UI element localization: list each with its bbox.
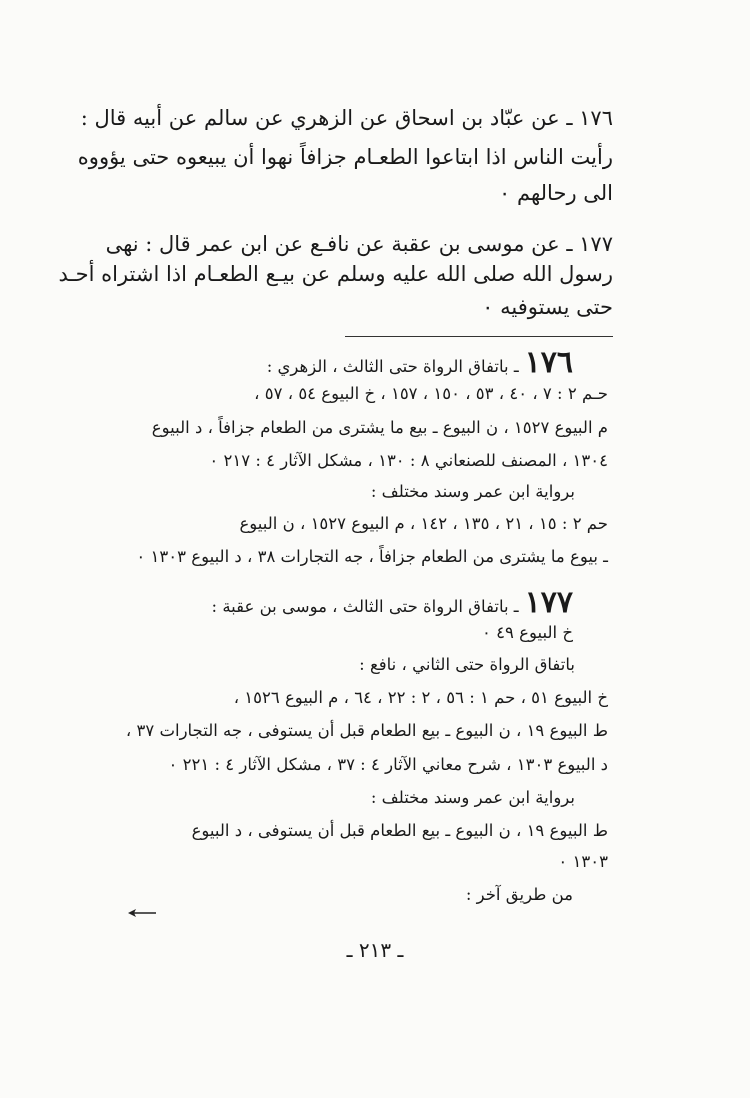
note-177-line-5: د البيوع ١٣٠٣ ، شرح معاني الآثار ٤ : ٣٧ ، مشكل الآثار ٤ : ٢٢١ ٠ (168, 755, 608, 774)
note-176-heading-text: ـ باتفاق الرواة حتى الثالث ، الزهري : (266, 357, 519, 376)
note-176-line-6: ـ بيوع ما يشترى من الطعام جزافاً ، جه التجارات ٣٨ ، د البيوع ١٣٠٣ ٠ (136, 547, 608, 566)
note-176-line-2: م البيوع ١٥٢٧ ، ن البيوع ـ بيع ما يشترى من الطعام جزافاً ، د البيوع (151, 418, 608, 437)
note-177-heading (212, 585, 573, 620)
note-176-line-1: حـم ٢ : ٧ ، ٤٠ ، ٥٣ ، ١٥٠ ، ١٥٧ ، خ البيوع ٥٤ ، ٥٧ ، (254, 384, 608, 403)
arrow-left-icon (128, 907, 156, 919)
note-176-number: ١٧٦ (524, 345, 573, 380)
note-177-line-2: باتفاق الرواة حتى الثاني ، نافع : (359, 655, 575, 674)
hadith-176-line-3: الى رحالهم ٠ (499, 181, 613, 205)
note-176-line-3: ١٣٠٤ ، المصنف للصنعاني ٨ : ١٣٠ ، مشكل الآثار ٤ : ٢١٧ ٠ (209, 451, 608, 470)
note-176-line-5: حم ٢ : ١٥ ، ٢١ ، ١٣٥ ، ١٤٢ ، م البيوع ١٥٢٧ ، ن البيوع (239, 514, 608, 533)
note-176-heading (267, 345, 573, 380)
hadith-177-line-3: حتى يستوفيه ٠ (482, 295, 613, 319)
note-177-heading-text: ـ باتفاق الرواة حتى الثالث ، موسى بن عقبة : (211, 597, 519, 616)
note-177-line-1: خ البيوع ٤٩ ٠ (482, 623, 573, 642)
note-176-line-4: برواية ابن عمر وسند مختلف : (370, 482, 575, 501)
note-177-line-9: من طريق آخر : (465, 885, 573, 904)
note-177-line-6: برواية ابن عمر وسند مختلف : (370, 788, 575, 807)
note-177-line-8: ١٣٠٣ ٠ (558, 852, 608, 871)
note-177-line-4: ط البيوع ١٩ ، ن البيوع ـ بيع الطعام قبل أن يستوفى ، جه التجارات ٣٧ ، (125, 721, 608, 740)
hadith-176-line-2: رأيت الناس اذا ابتاعوا الطعـام جزافاً نهوا أن يبيعوه حتى يؤووه (77, 145, 613, 169)
footnote-separator (345, 336, 613, 337)
hadith-177-line-1: ١٧٧ ـ عن موسى بن عقبة عن نافـع عن ابن عمر قال : نهى (105, 232, 613, 256)
hadith-176-line-1: ١٧٦ ـ عن عبّاد بن اسحاق عن الزهري عن سالم عن أبيه قال : (80, 106, 613, 130)
page-number: ـ ٢١٣ ـ (346, 938, 404, 962)
note-177-line-7: ط البيوع ١٩ ، ن البيوع ـ بيع الطعام قبل أن يستوفى ، د البيوع (191, 821, 608, 840)
note-177-number: ١٧٧ (524, 585, 573, 620)
note-177-line-3: خ البيوع ٥١ ، حم ١ : ٥٦ ، ٢ : ٢٢ ، ٦٤ ، م البيوع ١٥٢٦ ، (233, 688, 608, 707)
hadith-177-line-2: رسول الله صلى الله عليه وسلم عن بيـع الطعـام اذا اشتراه أحـد (58, 262, 613, 286)
